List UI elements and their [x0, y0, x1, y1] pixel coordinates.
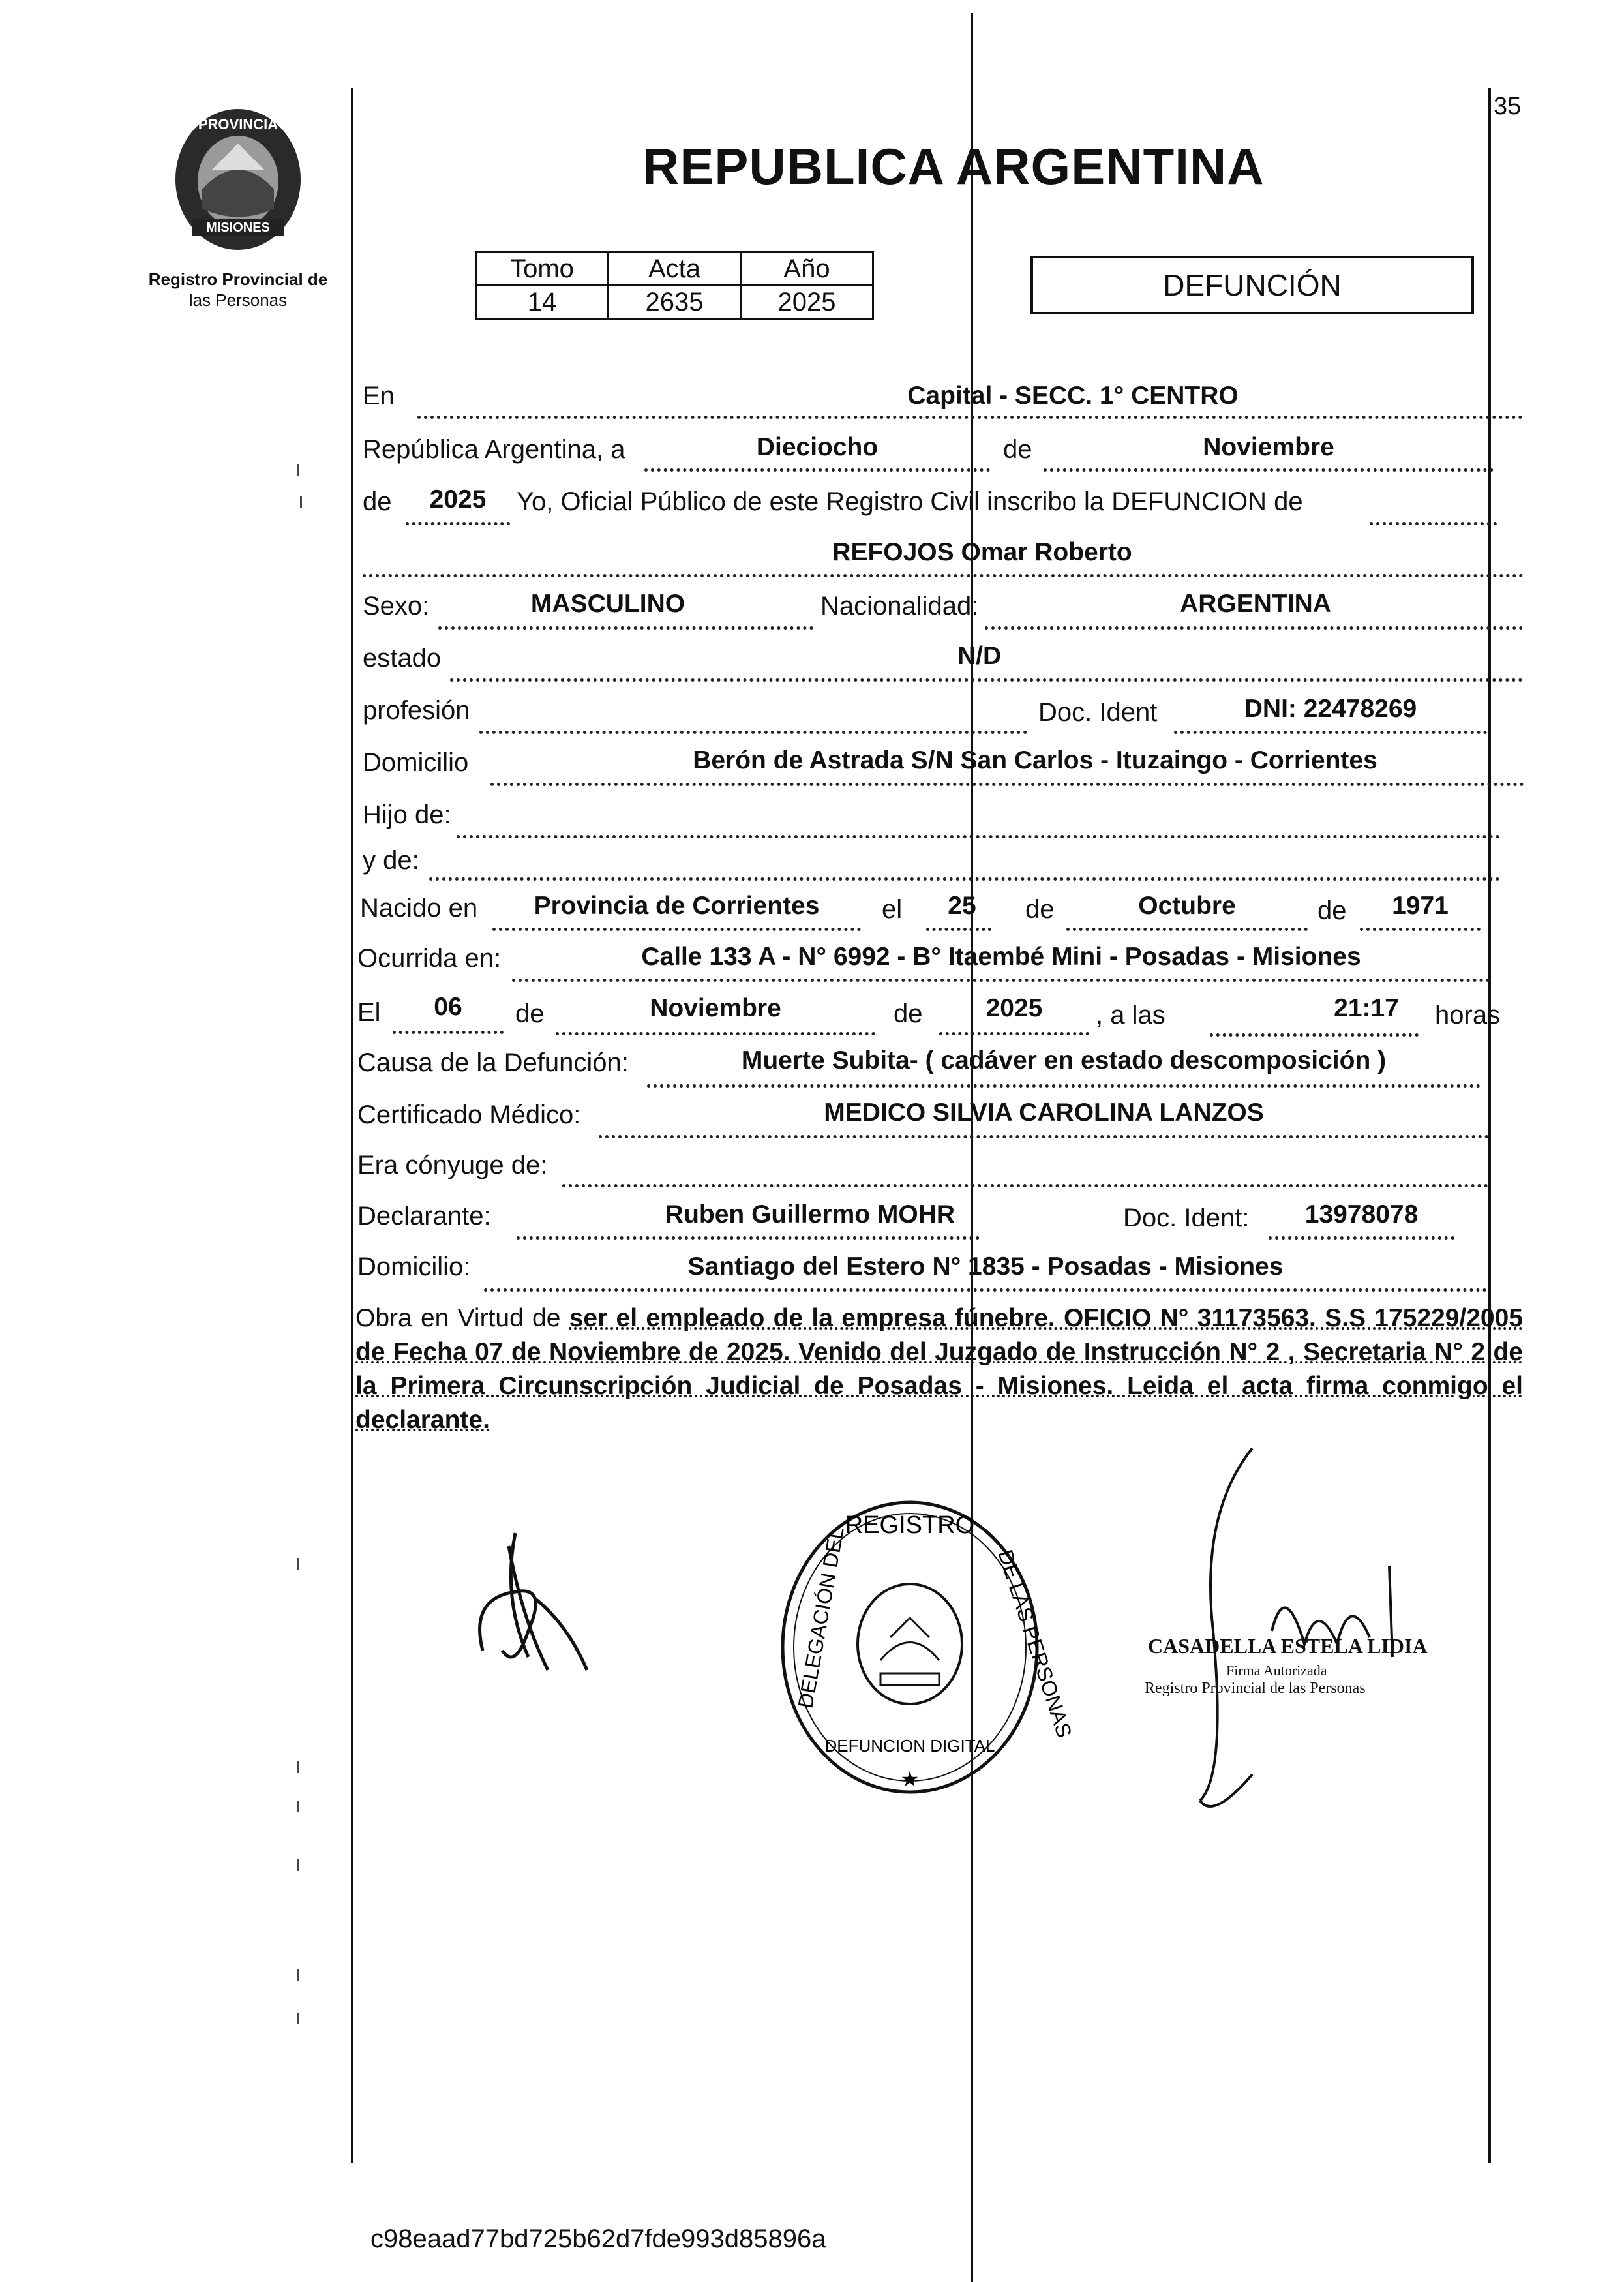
margin-mark	[297, 1859, 299, 1871]
inscribo-dots	[1370, 522, 1497, 525]
ocurrida-dots	[512, 979, 1490, 982]
doc-ident2-value: 13978078	[1304, 1200, 1419, 1228]
official-stamp	[773, 1494, 1077, 1801]
death-time-dots	[1210, 1033, 1419, 1037]
birth-day-dots	[926, 928, 991, 931]
month-dots	[1044, 468, 1494, 472]
birth-year-dots	[1360, 928, 1481, 931]
officer-role: Firma Autorizada	[1226, 1662, 1327, 1679]
margin-mark	[297, 1801, 299, 1812]
deceased-name: REFOJOS Omar Roberto	[832, 538, 1132, 566]
registry-table	[475, 251, 874, 320]
logo-seal-bottom-text: MISIONES	[206, 221, 270, 235]
yde-label: y de:	[363, 846, 419, 875]
certificado-value: MEDICO SILVIA CAROLINA LANZOS	[824, 1099, 1264, 1127]
death-record-month: Noviembre	[1203, 433, 1334, 461]
conyuge-label: Era cónyuge de:	[357, 1151, 548, 1179]
doc-ident-dots	[1174, 731, 1487, 734]
logo-caption-line2: las Personas	[188, 290, 288, 310]
estado-value: N/D	[957, 642, 1002, 670]
stamp-bottom-text: DEFUNCION DIGITAL	[824, 1736, 995, 1756]
death-year-dots	[939, 1032, 1089, 1035]
domicilio2-dots	[484, 1288, 1487, 1292]
tomo-label: Tomo	[476, 252, 609, 286]
sexo-dots	[438, 626, 813, 630]
officer-signature	[1174, 1435, 1422, 1827]
misiones-logo	[166, 104, 310, 254]
el-label: el	[882, 895, 903, 924]
horas-label: horas	[1435, 1001, 1501, 1029]
margin-mark	[297, 1969, 299, 1981]
en-dots	[417, 416, 1523, 419]
nacido-dots	[492, 928, 861, 931]
conyuge-dots	[562, 1184, 1488, 1187]
logo-caption-line1: Registro Provincial de	[148, 269, 328, 289]
el2-label: El	[357, 998, 381, 1027]
document-hash: c98eaad77bd725b62d7fde993d85896a	[370, 2225, 826, 2253]
domicilio2-value: Santiago del Estero N° 1835 - Posadas - Misiones	[687, 1253, 1284, 1281]
de-label-5: de	[515, 999, 545, 1028]
tomo-value: 14	[476, 286, 609, 319]
sexo-value: MASCULINO	[530, 590, 685, 618]
center-fold-line	[971, 13, 973, 2282]
hijo-label: Hijo de:	[363, 800, 451, 829]
certificado-label: Certificado Médico:	[357, 1101, 581, 1129]
nacionalidad-label: Nacionalidad:	[820, 592, 979, 620]
document-type-box: DEFUNCIÓN	[1030, 256, 1474, 314]
page-number: 35	[1494, 93, 1522, 120]
margin-mark	[297, 1558, 299, 1570]
domicilio-dots	[490, 783, 1524, 786]
de-label-2: de	[363, 487, 392, 516]
acta-value: 2635	[609, 286, 741, 319]
en-label: En	[363, 382, 395, 410]
anio-value: 2025	[741, 286, 873, 319]
birth-month-dots	[1066, 928, 1308, 931]
causa-value: Muerte Subita- ( cadáver en estado descomposición )	[741, 1046, 1387, 1074]
ocurrida-label: Ocurrida en:	[357, 944, 502, 973]
death-record-day: Dieciocho	[756, 433, 879, 461]
causa-label: Causa de la Defunción:	[357, 1048, 629, 1077]
left-margin-line	[351, 88, 353, 2163]
republica-label: República Argentina, a	[363, 435, 625, 464]
day-dots	[644, 468, 990, 472]
year-dots	[406, 522, 510, 525]
domicilio2-label: Domicilio:	[357, 1253, 471, 1281]
death-month: Noviembre	[650, 994, 781, 1022]
nacionalidad-value: ARGENTINA	[1180, 590, 1331, 618]
page-title: REPUBLICA ARGENTINA	[642, 138, 1265, 195]
estado-dots	[450, 678, 1523, 682]
profesion-label: profesión	[363, 696, 470, 725]
declarante-label: Declarante:	[357, 1202, 491, 1230]
de-label-3: de	[1025, 895, 1055, 924]
officer-name: CASADELLA ESTELA LIDIA	[1148, 1634, 1428, 1658]
logo-caption	[134, 269, 342, 311]
logo-seal-top-text: PROVINCIA	[198, 116, 278, 132]
nacido-label: Nacido en	[360, 894, 478, 922]
de-label-4: de	[1317, 896, 1347, 925]
declarant-signature	[444, 1520, 613, 1690]
declarante-value: Ruben Guillermo MOHR	[665, 1200, 955, 1228]
obra-text: ser el empleado de la empresa fúnebre. OFICIO N° 31173563. S.S 175229/2005 de Fecha 07 de Noviembre de 2025. Venido del Juzgado de Instrucción N° 2 , Secretaria N° 2 de la Primera Circunscripción Judicial de Posadas - Misiones. Leida el acta firma conmigo el declarante.	[355, 1304, 1523, 1434]
ocurrida-value: Calle 133 A - N° 6992 - B° Itaembé Mini - Posadas - Misiones	[641, 943, 1361, 971]
declarante-dots	[517, 1236, 980, 1240]
inscribo-text: Yo, Oficial Público de este Registro Civil inscribo la DEFUNCION de	[517, 487, 1303, 516]
name-dots	[363, 574, 1524, 577]
domicilio-label: Domicilio	[363, 748, 469, 777]
doc-ident-value: DNI: 22478269	[1244, 695, 1417, 723]
birth-month: Octubre	[1138, 892, 1236, 920]
doc-ident2-label: Doc. Ident:	[1123, 1204, 1250, 1232]
stamp-right-text: DE LAS PERSONAS	[993, 1547, 1077, 1741]
officer-org: Registro Provincial de las Personas	[1145, 1680, 1366, 1697]
de-label-1: de	[1003, 435, 1032, 464]
death-day: 06	[434, 993, 462, 1021]
birth-day: 25	[948, 892, 976, 920]
death-month-dots	[556, 1032, 875, 1035]
acta-label: Acta	[609, 252, 741, 286]
estado-label: estado	[363, 644, 442, 673]
stamp-top-text: REGISTRO	[845, 1512, 975, 1539]
doc-ident2-dots	[1269, 1236, 1454, 1240]
death-day-dots	[393, 1031, 504, 1034]
hijo-dots	[457, 835, 1500, 838]
margin-mark	[297, 2013, 299, 2024]
obra-paragraph	[355, 1301, 1523, 1437]
de-label-6: de	[894, 999, 923, 1028]
birth-year: 1971	[1392, 892, 1449, 920]
en-value: Capital - SECC. 1° CENTRO	[907, 382, 1239, 410]
obra-prefix: Obra en Virtud de	[355, 1304, 561, 1332]
margin-mark	[300, 496, 302, 508]
stamp-left-text: DELEGACIÓN DEL	[793, 1525, 849, 1711]
certificado-dots	[599, 1135, 1489, 1138]
nacido-value: Provincia de Corrientes	[534, 892, 820, 920]
domicilio-value: Berón de Astrada S/N San Carlos - Ituzaingo - Corrientes	[693, 746, 1377, 774]
doc-ident-label: Doc. Ident	[1038, 698, 1158, 727]
death-record-year: 2025	[429, 485, 487, 513]
profesion-dots	[479, 731, 1027, 734]
stamp-star: ★	[900, 1767, 920, 1791]
alas-label: , a las	[1096, 1001, 1165, 1029]
margin-mark	[297, 1761, 299, 1773]
causa-dots	[647, 1084, 1481, 1088]
anio-label: Año	[741, 252, 873, 286]
yde-dots	[429, 877, 1500, 881]
margin-mark	[297, 464, 299, 476]
sexo-label: Sexo:	[363, 592, 430, 620]
nacionalidad-dots	[985, 626, 1523, 630]
death-time: 21:17	[1334, 994, 1399, 1022]
death-year: 2025	[985, 994, 1043, 1022]
